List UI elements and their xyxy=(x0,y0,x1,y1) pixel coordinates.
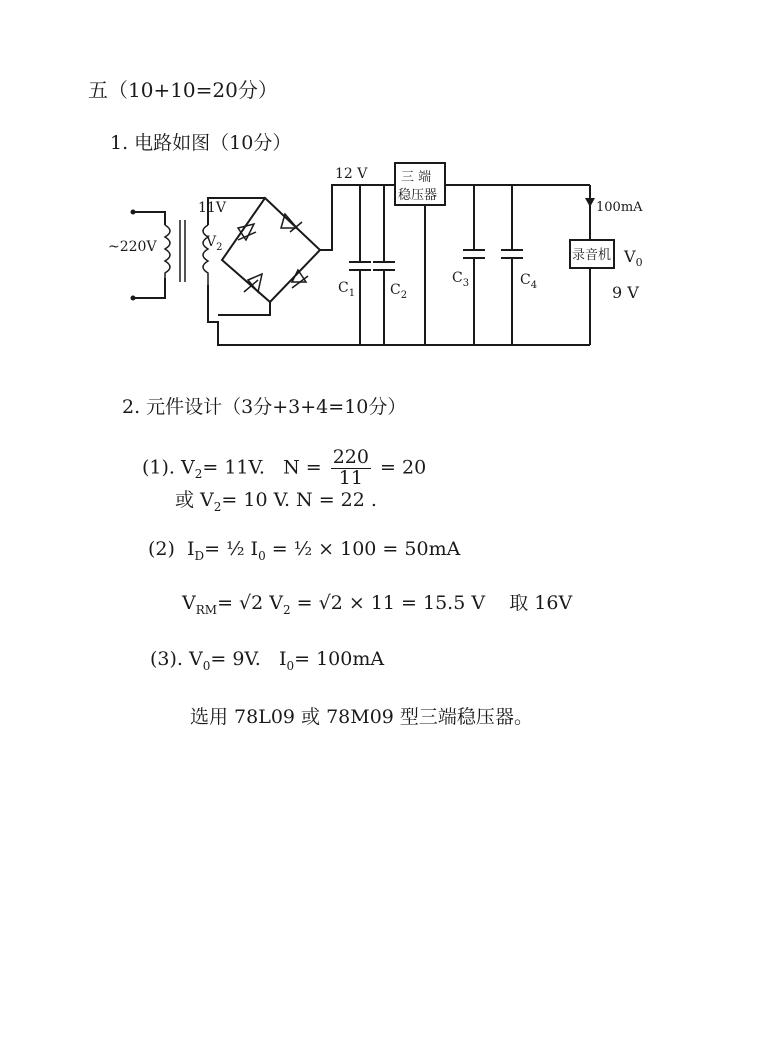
c3-label: $C_3$ xyxy=(452,270,470,289)
question-heading: 五（10+10=20分） xyxy=(88,78,278,102)
secondary-label: $V_2$ xyxy=(206,234,223,253)
c1-label: $C_1$ xyxy=(338,280,356,299)
turns-ratio-eq: N = xyxy=(283,456,322,479)
vo-value: = 9V. xyxy=(210,648,261,670)
part-2-line-2: $V_{RM}= √2$ $V_2 = √2 \times 11 = 15.5$ V 取 16V xyxy=(182,592,573,617)
c2-label: $C_2$ xyxy=(390,282,408,301)
diode-icon xyxy=(292,270,308,288)
diode-current-calc: = ½ × 100 = 50mA xyxy=(271,538,461,560)
regulator-label-2: 稳压器 xyxy=(398,188,438,203)
alt-values: = 10 V. N = 22 . xyxy=(221,489,377,511)
part-3-conclusion: 选用 78L09 或 78M09 型三端稳压器。 xyxy=(190,706,533,728)
primary-wire-top xyxy=(135,212,165,225)
rectifier-bridge xyxy=(222,198,320,302)
part-1-line-1: (1). $V_2= 11V$. N = $\frac{220}{11}$ = 20 xyxy=(142,446,427,489)
vrm-take: 取 16V xyxy=(509,592,573,614)
diode-icon xyxy=(238,224,256,240)
diode-current-eq: = ½ I xyxy=(204,538,259,560)
current-label: 100mA xyxy=(596,200,643,215)
section-1-title: 1. 电路如图（10分） xyxy=(110,132,292,154)
secondary-voltage: 11V xyxy=(198,200,226,216)
alt-prefix: 或 V xyxy=(175,489,214,511)
part-2-marker: (2) xyxy=(148,538,175,560)
ac-terminal-top xyxy=(131,210,136,215)
bridge-negative xyxy=(218,302,270,315)
circuit-diagram xyxy=(0,0,775,380)
regulator-label-1: 三 端 xyxy=(401,170,432,185)
rectified-voltage: 12 V xyxy=(335,166,368,182)
v2-value: = 11V. xyxy=(202,456,265,479)
io-value: = 100mA xyxy=(294,648,385,670)
fraction-denominator: 11 xyxy=(338,466,363,489)
primary-wire-bottom xyxy=(135,278,165,298)
turns-ratio-fraction xyxy=(331,448,371,489)
current-arrow-icon xyxy=(585,198,595,207)
ac-terminal-bottom xyxy=(131,296,136,301)
vrm-calc: = √2 × 11 = 15.5 V xyxy=(296,592,486,614)
part-1-line-2: 或 $V_2= 10$ V. N = 22 . xyxy=(175,489,377,514)
part-2-line-1: (2) $I_D=$ ½ $I_0$ = ½ × 100 = 50mA xyxy=(148,538,461,563)
output-label: $V_0$ xyxy=(624,247,643,269)
part-1-marker: (1). xyxy=(142,456,175,479)
turns-ratio-result: = 20 xyxy=(380,456,427,479)
source-label: ~220V xyxy=(108,239,157,255)
output-voltage: 9 V xyxy=(612,283,639,302)
vrm-eq: = √2 V xyxy=(217,592,283,614)
fraction-numerator: 220 xyxy=(332,446,369,468)
part-3-line-1: (3). $V_0= 9V$. $I_0= 100mA$ xyxy=(150,648,385,673)
c4-label: $C_4$ xyxy=(520,272,538,291)
diode-icon xyxy=(244,274,262,292)
part-3-marker: (3). xyxy=(150,648,183,670)
primary-coil xyxy=(165,225,170,278)
section-2-title: 2. 元件设计（3分+3+4=10分） xyxy=(122,396,407,418)
load-label: 录音机 xyxy=(572,248,612,263)
